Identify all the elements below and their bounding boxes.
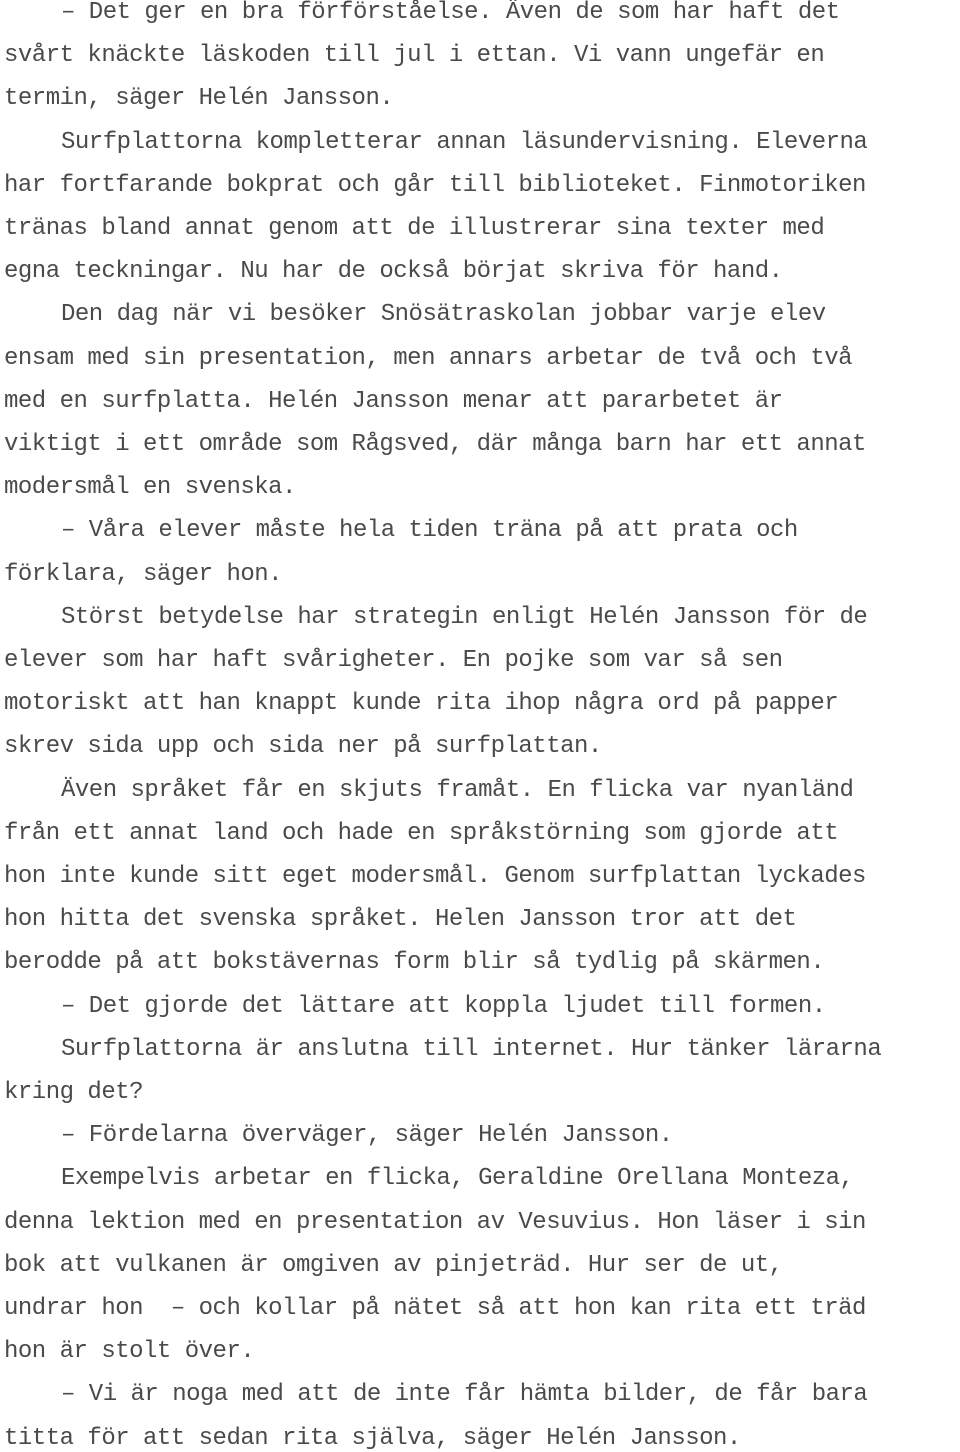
text-line: hon inte kunde sitt eget modersmål. Genom surfplattan lyckades	[4, 863, 866, 890]
text-line: – Fördelarna överväger, säger Helén Jansson.	[61, 1122, 673, 1150]
text-line: viktigt i ett område som Rågsved, där många barn har ett annat	[4, 431, 866, 458]
text-line: – Våra elever måste hela tiden träna på att prata och	[61, 517, 798, 545]
text-line: Surfplattorna kompletterar annan läsundervisning. Eleverna	[61, 128, 868, 156]
text-line: elever som har haft svårigheter. En pojke som var så sen	[4, 647, 783, 674]
text-line: berodde på att bokstävernas form blir så tydlig på skärmen.	[4, 949, 825, 977]
text-line: denna lektion med en presentation av Vesuvius. Hon läser i sin	[4, 1208, 866, 1236]
text-line: svårt knäckte läskoden till jul i ettan. Vi vann ungefär en	[4, 42, 825, 70]
text-line: skrev sida upp och sida ner på surfplattan.	[4, 733, 602, 761]
text-line: Även språket får en skjuts framåt. En flicka var nyanländ	[61, 776, 854, 804]
text-line: tränas bland annat genom att de illustrerar sina texter med	[4, 215, 825, 242]
text-line: undrar hon – och kollar på nätet så att hon kan rita ett träd	[4, 1295, 866, 1322]
text-line: modersmål en svenska.	[4, 474, 296, 502]
text-line: Den dag när vi besöker Snösätraskolan jobbar varje elev	[61, 301, 826, 329]
text-line: har fortfarande bokprat och går till biblioteket. Finmotoriken	[4, 171, 866, 199]
text-line: kring det?	[4, 1079, 144, 1106]
text-line: egna teckningar. Nu har de också börjat skriva för hand.	[4, 258, 783, 286]
text-line: Exempelvis arbetar en flicka, Geraldine Orellana Monteza,	[61, 1165, 854, 1193]
text-line: med en surfplatta. Helén Jansson menar att pararbetet är	[4, 387, 783, 415]
text-line: Surfplattorna är anslutna till internet. Hur tänker lärarna	[61, 1035, 882, 1063]
text-line: bok att vulkanen är omgiven av pinjeträd. Hur ser de ut,	[4, 1251, 783, 1279]
text-line: från ett annat land och hade en språkstörning som gjorde att	[4, 819, 839, 847]
text-line: titta för att sedan rita själva, säger Helén Jansson.	[4, 1424, 741, 1452]
text-line: – Det ger en bra förförståelse. Även de som har haft det	[61, 0, 840, 26]
text-line: motoriskt att han knappt kunde rita ihop några ord på papper	[4, 690, 839, 718]
text-line: – Det gjorde det lättare att koppla ljudet till formen.	[61, 992, 826, 1020]
text-line: förklara, säger hon.	[4, 560, 283, 588]
text-line: – Vi är noga med att de inte får hämta bilder, de får bara	[61, 1381, 868, 1409]
text-line: hon är stolt över.	[4, 1338, 255, 1366]
text-line: termin, säger Helén Jansson.	[4, 85, 394, 113]
text-line: ensam med sin presentation, men annars arbetar de två och två	[4, 344, 853, 372]
text-line: hon hitta det svenska språket. Helen Jansson tror att det	[4, 906, 797, 934]
text-line: Störst betydelse har strategin enligt Helén Jansson för de	[61, 603, 868, 631]
